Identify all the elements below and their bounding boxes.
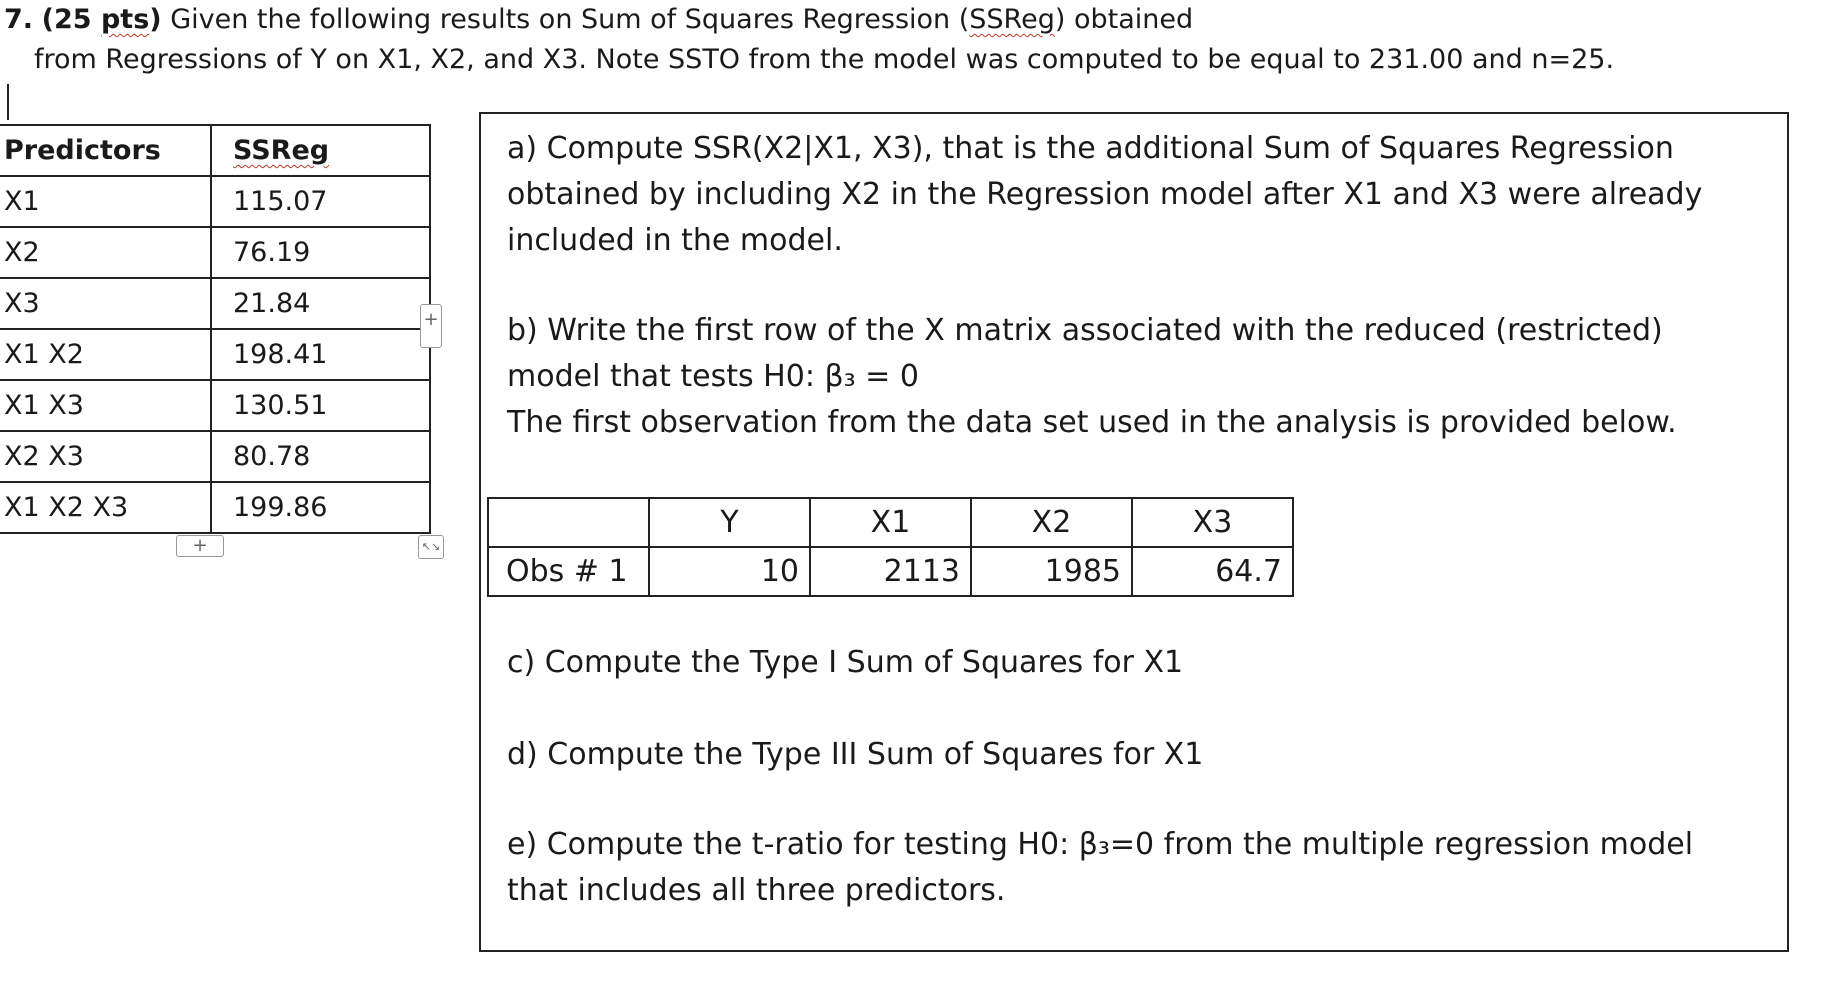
question-c: c) Compute the Type I Sum of Squares for X1 bbox=[507, 645, 1184, 680]
ssreg-cell: 198.41 bbox=[211, 329, 430, 380]
predictor-cell: X3 bbox=[0, 278, 211, 329]
predictor-cell: X1 X3 bbox=[0, 380, 211, 431]
obs-label: Obs # 1 bbox=[488, 547, 649, 596]
predictors-table bbox=[0, 124, 431, 534]
table-row bbox=[0, 176, 430, 227]
ssreg-cell: 130.51 bbox=[211, 380, 430, 431]
table-row bbox=[0, 329, 430, 380]
question-number: 7. bbox=[4, 4, 34, 35]
header-predictors: Predictors bbox=[0, 125, 211, 176]
ssreg-cell: 80.78 bbox=[211, 431, 430, 482]
obs-header-x1: X1 bbox=[810, 498, 971, 547]
obs-value-y: 10 bbox=[649, 547, 810, 596]
question-heading bbox=[4, 0, 1614, 80]
obs-header-x2: X2 bbox=[971, 498, 1132, 547]
table-row bbox=[0, 431, 430, 482]
table-row bbox=[0, 278, 430, 329]
observation-header-row bbox=[488, 498, 1293, 547]
table-header-row bbox=[0, 125, 430, 176]
predictor-cell: X1 X2 bbox=[0, 329, 211, 380]
obs-header-blank bbox=[488, 498, 649, 547]
ssreg-cell: 76.19 bbox=[211, 227, 430, 278]
question-d: d) Compute the Type III Sum of Squares for X1 bbox=[507, 737, 1204, 772]
text-cursor bbox=[7, 84, 9, 120]
table-row bbox=[0, 482, 430, 533]
ssreg-cell: 199.86 bbox=[211, 482, 430, 533]
question-e: e) Compute the t-ratio for testing H0: β₃=0 from the multiple regression model that includes all three predictors. bbox=[507, 827, 1694, 908]
question-b: b) Write the first row of the X matrix associated with the reduced (restricted) model that tests H0: β₃ = 0 The first observation from the data set used in the analysis is provided below. bbox=[507, 313, 1677, 440]
points-label: (25 pts) bbox=[41, 4, 162, 35]
heading-line-2: from Regressions of Y on X1, X2, and X3. Note SSTO from the model was computed to be equal to 231.00 and n=25. bbox=[34, 44, 1615, 75]
insert-column-handle[interactable]: + bbox=[420, 304, 442, 348]
obs-value-x3: 64.7 bbox=[1132, 547, 1293, 596]
header-ssreg: SSReg bbox=[211, 125, 430, 176]
obs-value-x1: 2113 bbox=[810, 547, 971, 596]
ssreg-cell: 115.07 bbox=[211, 176, 430, 227]
obs-header-y: Y bbox=[649, 498, 810, 547]
table-row bbox=[0, 227, 430, 278]
obs-header-x3: X3 bbox=[1132, 498, 1293, 547]
ssreg-cell: 21.84 bbox=[211, 278, 430, 329]
question-a: a) Compute SSR(X2|X1, X3), that is the additional Sum of Squares Regression obtained by including X2 in the Regression model after X1 and X3 were already included in the model. bbox=[507, 131, 1703, 258]
predictor-cell: X1 X2 X3 bbox=[0, 482, 211, 533]
obs-value-x2: 1985 bbox=[971, 547, 1132, 596]
observation-table bbox=[487, 497, 1294, 597]
table-row bbox=[0, 380, 430, 431]
heading-line-1: 7. (25 pts) Given the following results on Sum of Squares Regression (SSReg) obtained bbox=[4, 4, 1194, 35]
insert-row-handle[interactable]: + bbox=[176, 535, 224, 557]
predictor-cell: X2 bbox=[0, 227, 211, 278]
predictor-cell: X2 X3 bbox=[0, 431, 211, 482]
observation-row bbox=[488, 547, 1293, 596]
questions-box bbox=[479, 112, 1789, 952]
predictor-cell: X1 bbox=[0, 176, 211, 227]
table-resize-handle[interactable]: ↖↘ bbox=[418, 535, 444, 559]
